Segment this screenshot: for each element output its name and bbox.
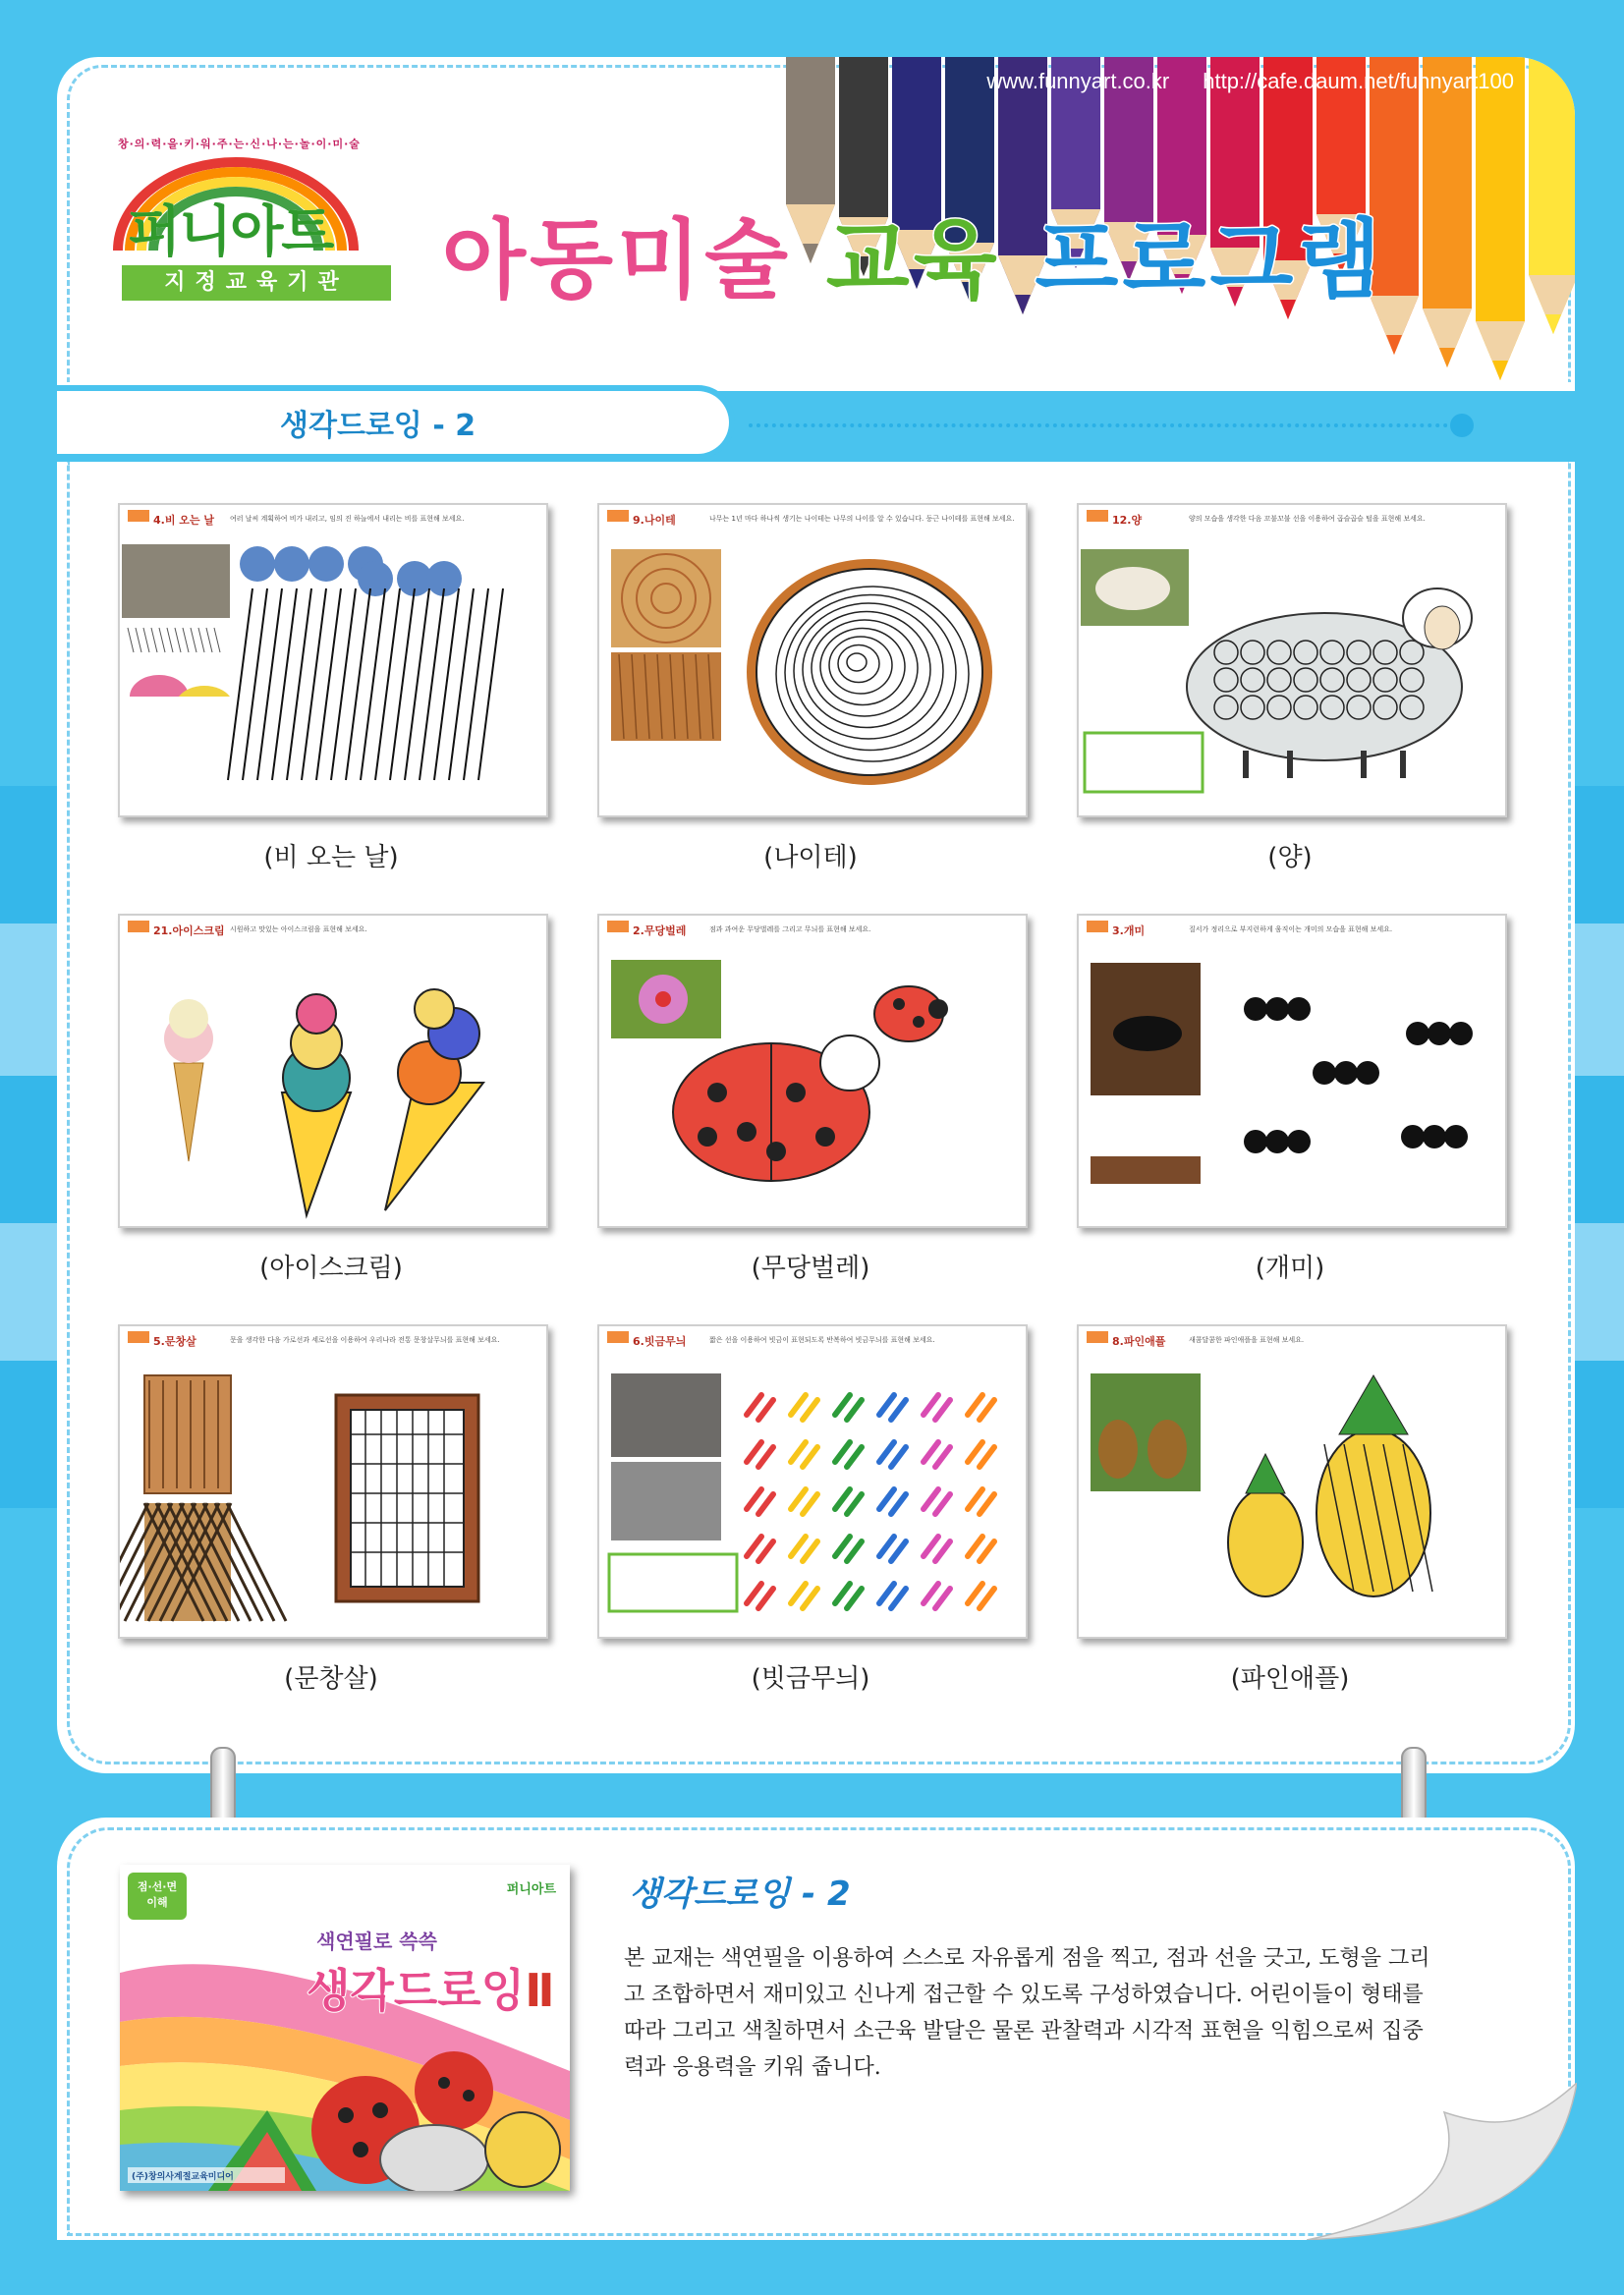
logo-tagline: 창·의·력·을·키·워·주·는·신·나·는·놀·이·미·술 xyxy=(118,138,361,150)
url-row xyxy=(986,69,1514,94)
worksheet-illustration xyxy=(120,505,546,815)
book-publisher: (주)창의사계절교육미디어 xyxy=(132,2172,234,2182)
worksheet-caption: (파인애플) xyxy=(1230,1664,1350,1694)
pencil-bullet-icon xyxy=(128,1331,149,1343)
worksheet-caption: (빗금무늬) xyxy=(751,1664,870,1694)
cafe-link[interactable]: http://cafe.daum.net/funnyart100 xyxy=(1203,69,1514,93)
worksheet-title: 12.양 xyxy=(1112,514,1143,527)
book-logo: 퍼니아트 xyxy=(506,1882,556,1897)
worksheet-card[interactable] xyxy=(597,914,1028,1228)
worksheet-instruction: 짧은 선을 이용하여 빗금이 표현되도록 반복하여 빗금무늬를 표현해 보세요. xyxy=(709,1336,935,1344)
worksheet-title: 2.무당벌레 xyxy=(633,924,687,937)
worksheet-card[interactable] xyxy=(1077,914,1507,1228)
worksheet-card[interactable] xyxy=(1077,1324,1507,1639)
pencil-bullet-icon xyxy=(128,510,149,522)
description-body: 본 교재는 색연필을 이용하여 스스로 자유롭게 점을 찍고, 점과 선을 긋고, 도형을 그리고 조합하면서 재미있고 신나게 접근할 수 있도록 구성하였습니다. 어린이들이 형태를 따라 그리고 색칠하면서 소근육 발달은 물론 관찰력과 시각적 표현을 익힘으로써 집중력과 응용력을 키워 줍니다. xyxy=(624,1946,1430,2080)
dotted-divider xyxy=(749,423,1456,427)
worksheet-instruction: 새콤달콤한 파인애플을 표현해 보세요. xyxy=(1189,1336,1305,1344)
logo-subtitle: 지정교육기관 xyxy=(122,265,391,301)
worksheet-caption: (문창살) xyxy=(284,1664,378,1694)
pencil-tip xyxy=(1439,348,1455,367)
pencil-bullet-icon xyxy=(128,921,149,932)
book-badge xyxy=(132,1878,183,1910)
pencil-bullet-icon xyxy=(607,1331,629,1343)
worksheet-instruction: 문을 생각한 다음 가로선과 세로선을 이용하여 우리나라 전통 문창살무늬를 표현해 보세요. xyxy=(230,1336,500,1344)
worksheet-caption: (아이스크림) xyxy=(259,1254,403,1283)
worksheet-caption: (무당벌레) xyxy=(751,1254,870,1283)
worksheet-illustration xyxy=(120,1326,546,1637)
worksheet-illustration xyxy=(1079,916,1505,1226)
worksheet-title: 5.문창살 xyxy=(153,1335,196,1348)
worksheet-instruction: 양의 모습을 생각한 다음 꼬불꼬불 선을 이용하여 곱슬곱슬 털을 표현해 보세요. xyxy=(1189,515,1426,523)
worksheet-caption: (나이테) xyxy=(763,843,858,872)
worksheet-title: 6.빗금무늬 xyxy=(633,1335,687,1348)
title-part-2: 교육 xyxy=(825,209,1001,310)
title-part-1: 아동미술 xyxy=(442,209,793,310)
pencil-bullet-icon xyxy=(607,510,629,522)
worksheet-instruction: 여러 날씨 계획하여 비가 내리고, 임의 진 하늘에서 내리는 비를 표현해 보세요. xyxy=(230,515,465,523)
worksheet-title: 9.나이테 xyxy=(633,514,676,527)
book-title xyxy=(307,1955,555,2020)
worksheet-card[interactable] xyxy=(1077,503,1507,817)
page-title xyxy=(442,192,1384,315)
worksheet-instruction: 질서가 정리으로 부지런하게 움직이는 개미의 모습을 표현해 보세요. xyxy=(1189,925,1393,933)
worksheet-title: 21.아이스크림 xyxy=(153,924,225,937)
worksheet-caption: (비 오는 날) xyxy=(263,843,399,872)
title-part-3: 프로그램 xyxy=(1035,209,1385,310)
worksheet-title: 8.파인애플 xyxy=(1112,1335,1166,1348)
worksheet-illustration xyxy=(599,1326,1026,1637)
section-label: 생각드로잉 - 2 xyxy=(280,409,476,443)
pencil-tip xyxy=(1386,335,1402,355)
worksheet-card[interactable] xyxy=(118,503,548,817)
page-curl-icon xyxy=(1307,2083,1577,2240)
book-badge-sub: 이해 xyxy=(146,1896,168,1909)
logo-name: 퍼니아트 xyxy=(128,200,333,264)
pencil-bullet-icon xyxy=(1087,1331,1108,1343)
pencil-tip xyxy=(1492,361,1508,380)
pencil-bullet-icon xyxy=(1087,510,1108,522)
worksheet-illustration xyxy=(599,505,1026,815)
book-title-numeral: Ⅱ xyxy=(525,1964,555,2017)
book-badge-text: 점·선·면 xyxy=(137,1880,178,1893)
description-title: 생각드로잉 - 2 xyxy=(629,1875,851,1914)
worksheet-illustration xyxy=(1079,1326,1505,1637)
worksheet-illustration xyxy=(599,916,1026,1226)
pencil-bullet-icon xyxy=(607,921,629,932)
worksheet-card[interactable] xyxy=(118,1324,548,1639)
worksheet-illustration xyxy=(1079,505,1505,815)
divider-end-dot xyxy=(1450,414,1474,437)
worksheet-instruction: 시원하고 맛있는 아이스크림을 표현해 보세요. xyxy=(230,925,367,933)
worksheet-title: 3.개미 xyxy=(1112,924,1146,937)
book-subtitle: 색연필로 쓱쓱 xyxy=(316,1930,437,1953)
book-title-text: 생각드로잉 xyxy=(307,1964,526,2017)
worksheet-instruction: 점과 과여운 무당벌레를 그리고 무늬를 표현해 보세요. xyxy=(709,925,871,933)
book-cover xyxy=(120,1865,570,2191)
worksheet-instruction: 나무는 1년 마다 하나씩 생기는 나이테는 나무의 나이를 알 수 있습니다. 둥근 나이테를 표현해 보세요. xyxy=(709,515,1015,523)
worksheet-card[interactable] xyxy=(597,503,1028,817)
worksheet-card[interactable] xyxy=(118,914,548,1228)
website-link[interactable]: www.funnyart.co.kr xyxy=(986,69,1170,93)
worksheet-caption: (양) xyxy=(1267,843,1313,872)
worksheet-caption: (개미) xyxy=(1255,1254,1325,1283)
worksheet-title: 4.비 오는 날 xyxy=(153,514,214,527)
pencil-bullet-icon xyxy=(1087,921,1108,932)
pencil-tip xyxy=(1545,314,1561,334)
worksheet-card[interactable] xyxy=(597,1324,1028,1639)
worksheet-illustration xyxy=(120,916,546,1226)
